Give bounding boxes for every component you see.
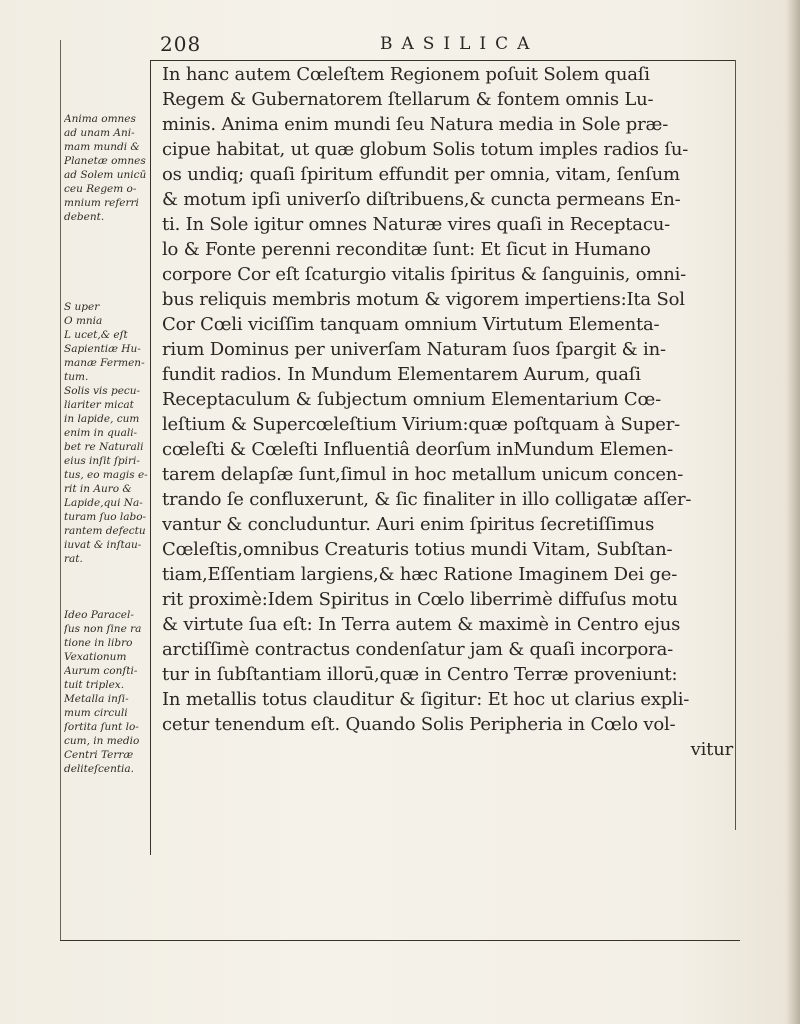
margin-note-line: Ideo Paracel-	[64, 609, 134, 621]
margin-note-paracelsus	[64, 608, 150, 776]
margin-note-line: Sapientiæ Hu-	[64, 343, 141, 355]
text-line: fundit radios. In Mundum Elementarem Aurum, quaſi	[162, 364, 641, 385]
text-line: cetur tenendum eſt. Quando Solis Peripheria in Cœlo vol-	[162, 714, 676, 735]
margin-note-line: bet re Naturali	[64, 441, 144, 453]
text-line: tiam,Eſſentiam largiens,& hæc Ratione Imaginem Dei ge-	[162, 564, 678, 585]
text-line: tur in ſubſtantiam illorū,quæ in Centro Terræ proveniunt:	[162, 664, 678, 685]
text-line: os undiq; quaſi ſpiritum effundit per omnia, vitam, ſenſum	[162, 164, 680, 185]
margin-note-line: L ucet,& eſt	[64, 329, 128, 341]
margin-note-line: Aurum conſti-	[64, 665, 138, 677]
margin-note-line: rit in Auro &	[64, 483, 132, 495]
text-line: Cor Cœli viciſſim tanquam omnium Virtutum Elementa-	[162, 314, 660, 335]
text-line: & virtute ſua eſt: In Terra autem & maximè in Centro ejus	[162, 614, 681, 635]
text-line: minis. Anima enim mundi ſeu Natura media in Sole præ-	[162, 114, 669, 135]
margin-note-line: Anima omnes	[64, 113, 136, 125]
margin-note-line: mum circuli	[64, 707, 128, 719]
margin-note-line: ad unam Ani-	[64, 127, 135, 139]
margin-note-line: manæ Fermen-	[64, 357, 145, 369]
text-line: lo & Fonte perenni reconditæ ſunt: Et ſicut in Humano	[162, 239, 651, 260]
margin-note-line: eius inſit ſpiri-	[64, 455, 140, 467]
margin-note-line: rat.	[64, 553, 83, 565]
page-header	[150, 30, 740, 64]
margin-note-line: turam ſuo labo-	[64, 511, 147, 523]
running-head: BASILICA	[380, 34, 539, 54]
text-line: ti. In Sole igitur omnes Naturæ vires quaſi in Receptacu-	[162, 214, 670, 235]
frame-rule-top	[150, 60, 735, 61]
margin-note-line: deliteſcentia.	[64, 763, 135, 775]
text-line: arctiſſimè contractus condenſatur jam & quaſi incorpora-	[162, 639, 673, 660]
margin-note-sol	[64, 300, 150, 566]
margin-note-line: iuvat & inſtau-	[64, 539, 142, 551]
text-line: rium Dominus per univerſam Naturam ſuos ſpargit & in-	[162, 339, 666, 360]
text-line: trando ſe confluxerunt, & ſic finaliter in illo colligatæ aſſer-	[162, 489, 692, 510]
text-line: Regem & Gubernatorem ſtellarum & fontem omnis Lu-	[162, 89, 654, 110]
text-line: cipue habitat, ut quæ globum Solis totum imples radios ſu-	[162, 139, 689, 160]
margin-note-line: tum.	[64, 371, 89, 383]
margin-note-anima	[64, 112, 150, 224]
text-line-catchword: vitur	[690, 739, 733, 760]
margin-note-line: S uper	[64, 301, 100, 313]
margin-note-line: debent.	[64, 211, 105, 223]
margin-note-line: in lapide, cum	[64, 413, 140, 425]
margin-note-line: tione in libro	[64, 637, 133, 649]
text-line: cœleſti & Cœleſti Influentiâ deorſum inMundum Elemen-	[162, 439, 674, 460]
margin-note-line: Lapide,qui Na-	[64, 497, 143, 509]
margin-note-line: Centri Terræ	[64, 749, 134, 761]
margin-note-line: tuit triplex.	[64, 679, 125, 691]
frame-rule-bottom	[60, 940, 740, 941]
text-line: In metallis totus clauditur & ſigitur: Et hoc ut clarius expli-	[162, 689, 690, 710]
margin-outer-rule	[60, 40, 61, 940]
margin-note-line: mam mundi &	[64, 141, 140, 153]
text-line: leſtium & Supercœleſtium Virium:quæ poſtquam à Super-	[162, 414, 681, 435]
margin-note-line: liariter micat	[64, 399, 134, 411]
page-number: 208	[160, 32, 202, 56]
margin-note-line: cum, in medio	[64, 735, 140, 747]
margin-note-line: ad Solem unicū	[64, 169, 147, 181]
main-body-text	[162, 62, 737, 762]
margin-note-line: ſortita ſunt lo-	[64, 721, 139, 733]
margin-note-line: Vexationum	[64, 651, 127, 663]
margin-note-line: Planetæ omnes	[64, 155, 146, 167]
text-line: Receptaculum & ſubjectum omnium Elementarium Cœ-	[162, 389, 661, 410]
text-line: corpore Cor eſt ſcaturgio vitalis ſpiritus & ſanguinis, omni-	[162, 264, 687, 285]
margin-note-line: ſus non ſine ra	[64, 623, 142, 635]
margin-note-line: O mnia	[64, 315, 103, 327]
text-line: tarem delapſæ ſunt,ſimul in hoc metallum unicum concen-	[162, 464, 684, 485]
margin-note-line: Solis vis pecu-	[64, 385, 141, 397]
text-line: Cœleſtis,omnibus Creaturis totius mundi Vitam, Subſtan-	[162, 539, 673, 560]
text-line: bus reliquis membris motum & vigorem impertiens:Ita Sol	[162, 289, 685, 310]
text-line: rit proximè:Idem Spiritus in Cœlo liberrimè diffuſus motu	[162, 589, 678, 610]
margin-note-line: rantem defectu	[64, 525, 146, 537]
margin-note-line: tus, eo magis e-	[64, 469, 148, 481]
margin-note-line: ceu Regem o-	[64, 183, 137, 195]
margin-note-line: enim in quali-	[64, 427, 138, 439]
text-line: vantur & concluduntur. Auri enim ſpiritus ſecretiſſimus	[162, 514, 655, 535]
margin-note-line: mnium referri	[64, 197, 139, 209]
page-edge-shadow	[786, 0, 800, 1024]
text-line: & motum ipſi univerſo diſtribuens,& cuncta permeans En-	[162, 189, 681, 210]
margin-note-line: Metalla inſi-	[64, 693, 129, 705]
frame-rule-left	[150, 60, 151, 855]
text-line: In hanc autem Cœleſtem Regionem poſuit Solem quaſi	[162, 64, 650, 85]
